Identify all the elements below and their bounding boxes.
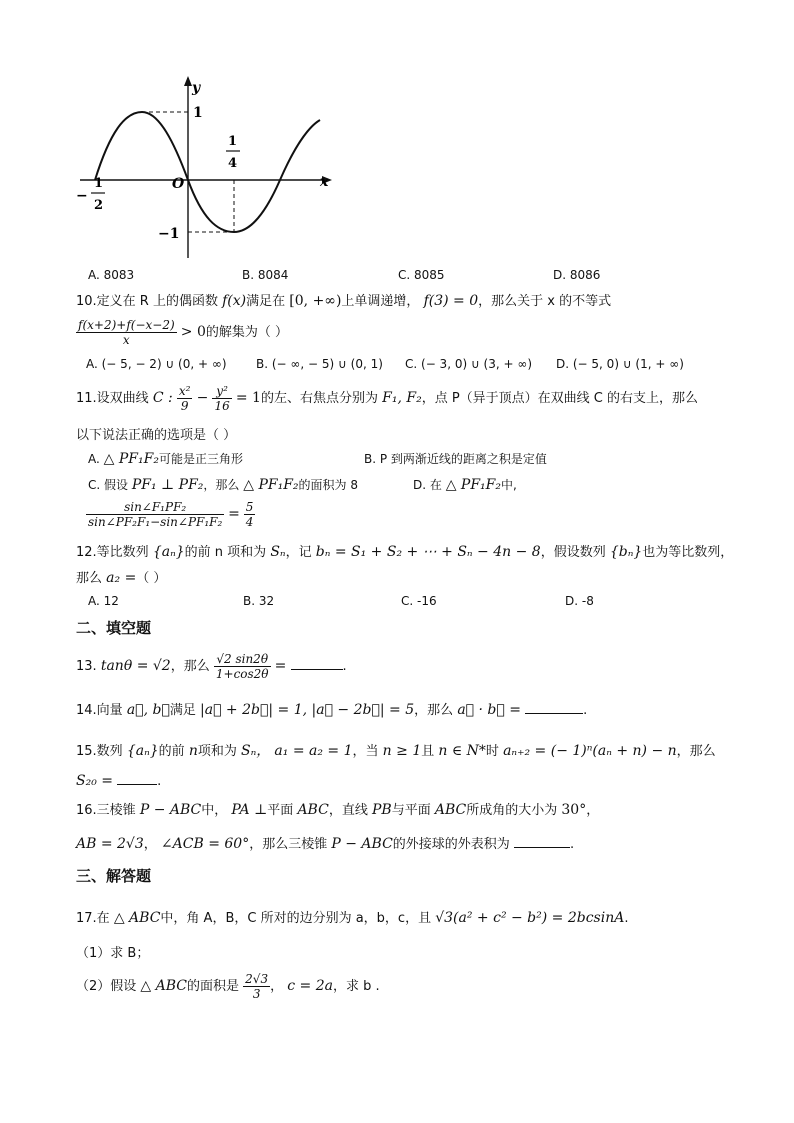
q11-text-b: 的左、右焦点分别为 [260, 391, 378, 406]
q14-text-c: ，那么 [414, 703, 454, 718]
q15-text-a: 15.数列 [76, 744, 123, 759]
q10-text-c: 上单调递增， [341, 294, 420, 309]
q11-frac-y [212, 384, 231, 413]
q16-angle-acb: ∠ACB = 60° [160, 836, 250, 852]
q10-fx: f(x) [222, 293, 247, 309]
q11-opt-c-label: C. 假设 [88, 478, 129, 492]
q17-text-f: ，求 b . [332, 979, 380, 994]
section-solutions-heading: 三、解答题 [76, 867, 152, 885]
q11-opt-d-label: D. 在 [413, 478, 442, 492]
q17-text-d: 的面积是 [187, 979, 240, 994]
q15-line2 [76, 772, 161, 789]
q11-opt-c-math1: PF₁ ⊥ PF₂ [131, 477, 204, 493]
q15-sn: Sₙ， [241, 743, 271, 759]
q17-text-c: （2）假设 [76, 979, 137, 994]
q10-text-a: 10.定义在 R 上的偶函数 [76, 294, 218, 309]
q11-option-d-formula [86, 500, 255, 529]
q16-pb: PB [371, 802, 392, 818]
q11-text-c: ，点 P（异于顶点）在双曲线 C 的右支上，那么 [421, 391, 699, 406]
q10-frac-num: f(x+2)+f(−x−2) [78, 318, 175, 332]
q15-end: . [157, 774, 162, 789]
q15-text-f: 时 [485, 744, 499, 759]
q13-tan: tanθ = √2 [100, 658, 171, 674]
q15-text-e: 且 [421, 744, 435, 759]
q11-five-fourths [244, 500, 256, 529]
minus-half-sign: − [76, 188, 88, 204]
q17-c-eq: c = 2a [287, 978, 333, 994]
q16-text-a: 16.三棱锥 [76, 803, 136, 818]
q16-text-f: 所成角的大小为 [466, 803, 558, 818]
q15-line1 [76, 740, 716, 760]
q11-frac-x-den: 9 [180, 399, 189, 413]
q12-a2: a₂ = [106, 570, 137, 586]
q11-frac-y-den: 16 [214, 399, 230, 413]
q14-condition: |a⃗ + 2b⃗| = 1, |a⃗ − 2b⃗| = 5 [200, 702, 415, 718]
q10-frac-den: x [122, 333, 130, 347]
q11-eq: = 1 [235, 390, 261, 406]
q16-text-e: 与平面 [391, 803, 431, 818]
q14-dot-product: a⃗ · b⃗ = [457, 702, 521, 718]
q15-text-c: 项和为 [197, 744, 237, 759]
q13-text: ，那么 [170, 659, 210, 674]
q16-tetra: P − ABC [139, 802, 202, 818]
q17-text-e: ， [270, 979, 284, 994]
q15-answer-blank[interactable] [117, 772, 157, 785]
q11-opt-c-text1: ，那么 [203, 478, 240, 492]
q11-frac-x-num: x² [178, 384, 191, 398]
q9-option-c[interactable]: C. 8085 [398, 268, 445, 282]
q12-text-e: 也为等比数列， [642, 545, 734, 560]
q15-text-g: ，那么 [676, 744, 716, 759]
q11-five-fourths-num: 5 [245, 500, 254, 514]
q12-sn: Sₙ [270, 544, 286, 560]
q14-answer-blank[interactable] [525, 701, 583, 714]
q12-text-b: 的前 n 项和为 [184, 545, 267, 560]
q11-opt-d-eq: = [228, 506, 240, 522]
q11-opt-c-math2: △ PF₁F₂ [243, 477, 299, 493]
q14-text-a: 14.向量 [76, 703, 123, 718]
q11-opt-c-text2: 的面积为 8 [298, 478, 358, 492]
y-axis-label: y [192, 80, 201, 96]
q11-option-c[interactable] [88, 476, 358, 493]
q12-line2 [76, 567, 166, 586]
q12-text-f: 那么 [76, 571, 103, 586]
q13-number: 13. [76, 659, 97, 674]
q12-bn-def: bₙ = S₁ + S₂ + ⋯ + Sₙ − 4n − 8 [315, 544, 541, 560]
q10-text-d: ，那么关于 x 的不等式 [478, 294, 612, 309]
q10-option-c[interactable]: C. (− 3, 0) ∪ (3, + ∞) [405, 357, 533, 371]
q10-text-b: 满足在 [246, 294, 286, 309]
q10-line2 [76, 318, 288, 347]
q14 [76, 699, 587, 718]
q16-tetra-2: P − ABC [331, 836, 393, 852]
minus-half-denominator: 2 [94, 198, 104, 213]
q17-area-num: 2√3 [245, 972, 269, 986]
q15-text-d: ，当 [352, 744, 379, 759]
q12-an: {aₙ} [152, 544, 185, 560]
q12-text-a: 12.等比数列 [76, 545, 149, 560]
q12-option-b[interactable]: B. 32 [243, 594, 275, 608]
q16-plane-abc-2: ABC [434, 802, 467, 818]
sine-graph [70, 72, 340, 267]
q17-line1 [76, 907, 629, 926]
max-value-label: 1 [193, 105, 203, 121]
q13 [76, 652, 347, 681]
q17-condition: √3(a² + c² − b²) = 2bcsinA [435, 910, 625, 926]
q11-opt-a-text: 可能是正三角形 [158, 452, 243, 466]
q15-text-b: 的前 [158, 744, 185, 759]
q15-s20: S₂₀ = [76, 773, 113, 789]
q17-part1: （1）求 B； [76, 946, 150, 961]
q11-opt-a-math: △ PF₁F₂ [103, 451, 159, 467]
q11-option-b[interactable]: B. P 到两渐近线的距离之积是定值 [364, 452, 547, 466]
q10-option-b[interactable]: B. (− ∞, − 5) ∪ (0, 1) [256, 357, 383, 371]
q13-frac-den: 1+cos2θ [215, 667, 269, 681]
q11-opt-d-math: △ PF₁F₂ [445, 477, 501, 493]
q11-option-d[interactable] [413, 476, 517, 493]
q16-text-b: 中， [201, 803, 228, 818]
q11-frac-x [177, 384, 193, 413]
q11-foci: F₁, F₂ [382, 390, 422, 406]
quarter-numerator: 1 [228, 134, 238, 149]
q10-text-e: 的解集为（ ） [205, 325, 289, 340]
q16-plane-abc: ABC [297, 802, 329, 818]
q11-sine-ratio-num: sin∠F₁PF₂ [86, 500, 224, 515]
q14-vectors: a⃗, b⃗ [126, 702, 170, 718]
q11-frac-y-num: y² [212, 384, 231, 399]
min-value-label: −1 [158, 226, 180, 242]
minus-half-numerator: 1 [94, 176, 104, 191]
q15-n-ge-1: n ≥ 1 [382, 743, 422, 759]
q16-line1 [76, 799, 599, 818]
q17-triangle-2: △ ABC [140, 978, 188, 994]
q11-line2: 以下说法正确的选项是（ ） [76, 428, 237, 443]
q12-bn: {bₙ} [609, 544, 643, 560]
q10-fraction [76, 318, 177, 347]
q16-text-j: 的外接球的外表积为 [392, 837, 510, 852]
q13-eq: = [274, 658, 287, 674]
x-axis-label: x [320, 174, 329, 190]
q14-text-b: 满足 [169, 703, 196, 718]
q17-end: . [624, 911, 629, 926]
q15-an: {aₙ} [126, 743, 159, 759]
q16-text-d: ，直线 [328, 803, 368, 818]
q15-recurrence: aₙ₊₂ = (− 1)ⁿ(aₙ + n) − n [503, 743, 677, 759]
sine-curve [95, 112, 320, 232]
q16-end: . [569, 837, 575, 852]
q17-triangle: △ ABC [113, 910, 161, 926]
q12-option-c[interactable]: C. -16 [401, 594, 437, 608]
q12-line1 [76, 541, 733, 560]
q16-text-g: ， [586, 803, 600, 818]
q12-text-c: ，记 [285, 545, 312, 560]
q10-option-a[interactable]: A. (− 5, − 2) ∪ (0, + ∞) [86, 357, 227, 371]
q16-text-i: ，那么三棱锥 [249, 837, 328, 852]
q16-pa-perp: PA ⊥ [231, 802, 268, 818]
q17-text-b: 中，角 A，B，C 所对的边分别为 a，b，c，且 [160, 911, 432, 926]
q15-n: n [188, 743, 198, 759]
q11-opt-a-label: A. [88, 452, 100, 466]
q9-option-b[interactable]: B. 8084 [242, 268, 289, 282]
origin-label: O [172, 176, 185, 192]
q16-answer-blank[interactable] [514, 835, 570, 848]
q12-text-g: （ ） [136, 571, 167, 586]
q16-text-h: ， [143, 837, 157, 852]
q16-angle: 30° [561, 802, 587, 818]
q14-end: . [583, 703, 588, 718]
q11-minus: − [196, 390, 209, 406]
q17-area-den: 3 [252, 987, 261, 1001]
y-axis-arrow [184, 76, 192, 86]
q11-opt-d-text: 中, [501, 478, 517, 492]
q10-f3: f(3) = 0 [423, 293, 479, 309]
q16-line2 [76, 833, 574, 852]
q15-n-in-N: n ∈ N* [438, 743, 486, 759]
q17-text-a: 17.在 [76, 911, 110, 926]
q11-text-a: 11.设双曲线 [76, 391, 149, 406]
q16-text-c: 平面 [267, 803, 294, 818]
section-fill-in-heading: 二、填空题 [76, 619, 152, 637]
q11-curve-name: C : [152, 390, 173, 406]
q12-option-d[interactable]: D. -8 [565, 594, 594, 608]
q13-frac-num: √2 sin2θ [214, 652, 271, 667]
q9-option-d[interactable]: D. 8086 [553, 268, 601, 282]
q10-option-d[interactable]: D. (− 5, 0) ∪ (1, + ∞) [556, 357, 684, 371]
q9-option-a[interactable]: A. 8083 [88, 268, 135, 282]
q13-answer-blank[interactable] [291, 657, 343, 670]
q17-area-fraction [243, 972, 270, 1001]
quarter-denominator: 4 [228, 156, 238, 171]
q11-option-a[interactable] [88, 450, 243, 467]
q11-line1 [76, 384, 698, 413]
q10-interval: [0, +∞) [289, 293, 342, 309]
q11-five-fourths-den: 4 [245, 515, 254, 529]
q10-ineq: > 0 [180, 324, 206, 340]
q10-line1 [76, 290, 611, 309]
q12-text-d: ，假设数列 [540, 545, 606, 560]
q11-sine-ratio [86, 500, 224, 529]
q15-initial: a₁ = a₂ = 1 [274, 743, 353, 759]
q17-part2 [76, 972, 380, 1001]
q12-option-a[interactable]: A. 12 [88, 594, 119, 608]
q13-end: . [342, 659, 347, 674]
q13-fraction [214, 652, 271, 681]
q16-ab: AB = 2√3 [76, 836, 144, 852]
q11-sine-ratio-den: sin∠PF₂F₁−sin∠PF₁F₂ [88, 515, 223, 529]
